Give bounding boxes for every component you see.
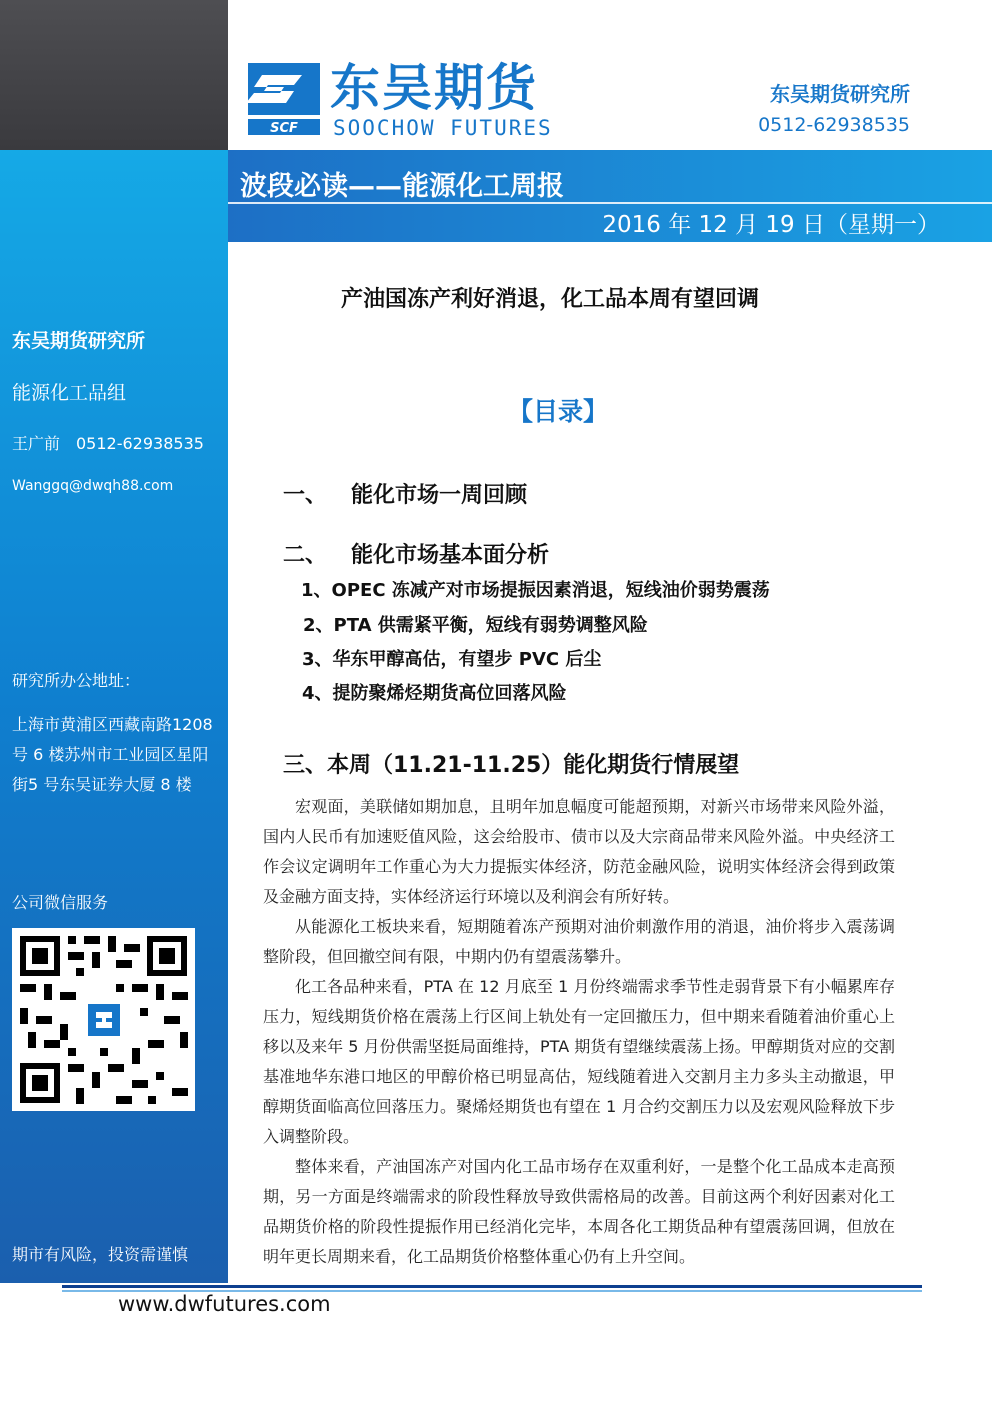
sidebar-group: 能源化工品组 <box>12 382 127 404</box>
report-title: 波段必读——能源化工周报 <box>240 171 564 202</box>
company-logo-icon <box>248 63 320 135</box>
header-org: 东吴期货研究所 <box>770 82 910 106</box>
paragraph: 化工各品种来看，PTA 在 12 月底至 1 月份终端需求季节性走弱背景下有小幅累库存压力，短线期货价格在震荡上行区间上轨处有一定回撤压力，但中期来看随着油价重心上移以及来年 5 月份供需坚挺局面维持，PTA 期货有望继续震荡上扬。甲醇期货对应的交割基准地华东港口地区的甲醇价格已明显高估，短线随着进入交割月主力多头主动撤退，甲醇期货面临高位回落压力。聚烯烃期货也有望在 1 月合约交割压力以及宏观风险释放下步入调整阶段。 <box>263 977 895 1146</box>
toc-subsection-3[interactable]: 3、华东甲醇高估，有望步 PVC 后尘 <box>302 649 602 670</box>
logo-badge-text: SCF <box>270 121 298 135</box>
toc-section-2[interactable] <box>283 538 549 569</box>
left-sidebar <box>0 0 228 1283</box>
sidebar-org: 东吴期货研究所 <box>12 330 146 352</box>
paragraph: 从能源化工板块来看，短期随着冻产预期对油价刺激作用的消退，油价将步入震荡调整阶段，但回撤空间有限，中期内仍有望震荡攀升。 <box>263 917 895 966</box>
footer-website-link[interactable]: www.dwfutures.com <box>118 1292 331 1316</box>
report-headline: 产油国冻产利好消退，化工品本周有望回调 <box>340 287 759 312</box>
sidebar-address: 上海市黄浦区西藏南路1208 号 6 楼苏州市工业园区星阳街5 号东吴证券大厦 8 楼 <box>12 715 213 794</box>
report-date: 2016 年 12 月 19 日（星期一） <box>602 212 940 238</box>
outlook-body <box>263 792 895 1272</box>
logo-chinese-name: 东吴期货 <box>330 59 538 117</box>
scf-logo-icon <box>248 63 320 135</box>
toc-section-3[interactable] <box>283 748 739 779</box>
risk-notice: 期市有风险，投资需谨慎 <box>12 1245 189 1264</box>
paragraph: 宏观面，美联储如期加息，且明年加息幅度可能超预期，对新兴市场带来风险外溢，国内人民币有加速贬值风险，这会给股市、债市以及大宗商品带来风险外溢。中央经济工作会议定调明年工作重心为大力提振实体经济，防范金融风险，说明实体经济会得到政策及金融方面支持，实体经济运行环境以及利润会有所好转。 <box>263 797 895 906</box>
toc-section-title: 能化市场基本面分析 <box>351 543 550 568</box>
logo-english-name: SOOCHOW FUTURES <box>333 116 553 140</box>
toc-section-number: 二、 <box>283 543 328 568</box>
toc-section-title: 三、本周（11.21-11.25）能化期货行情展望 <box>283 753 740 778</box>
sidebar-email[interactable]: Wanggq@dwqh88.com <box>12 478 174 494</box>
toc-section-title: 能化市场一周回顾 <box>351 483 528 508</box>
banner-divider <box>228 202 992 204</box>
qr-code-icon <box>12 928 195 1111</box>
toc-section-1[interactable] <box>283 478 527 509</box>
paragraph: 整体来看，产油国冻产对国内化工品市场存在双重利好，一是整个化工品成本走高预期，另一方面是终端需求的阶段性释放导致供需格局的改善。目前这两个利好因素对化工品期货价格的阶段性提振作用已经消化完毕，本周各化工期货品种有望震荡回调，但放在明年更长周期来看，化工品期货价格整体重心仍有上升空间。 <box>263 1157 895 1266</box>
toc-subsection-4[interactable]: 4、提防聚烯烃期货高位回落风险 <box>302 683 567 704</box>
sidebar-wechat-label: 公司微信服务 <box>12 893 109 912</box>
toc-section-number: 一、 <box>283 483 328 508</box>
sidebar-address-label: 研究所办公地址： <box>12 671 141 690</box>
header-phone: 0512-62938535 <box>758 114 910 136</box>
footer-rule <box>62 1285 922 1288</box>
sidebar-contact: 王广前 0512-62938535 <box>12 434 204 453</box>
toc-subsection-2[interactable]: 2、PTA 供需紧平衡，短线有弱势调整风险 <box>303 615 648 636</box>
title-banner <box>228 150 992 242</box>
wechat-qr-code <box>12 928 195 1111</box>
toc-subsection-1[interactable]: 1、OPEC 冻减产对市场提振因素消退，短线油价弱势震荡 <box>301 580 770 601</box>
toc-title: 【目录】 <box>507 397 608 426</box>
